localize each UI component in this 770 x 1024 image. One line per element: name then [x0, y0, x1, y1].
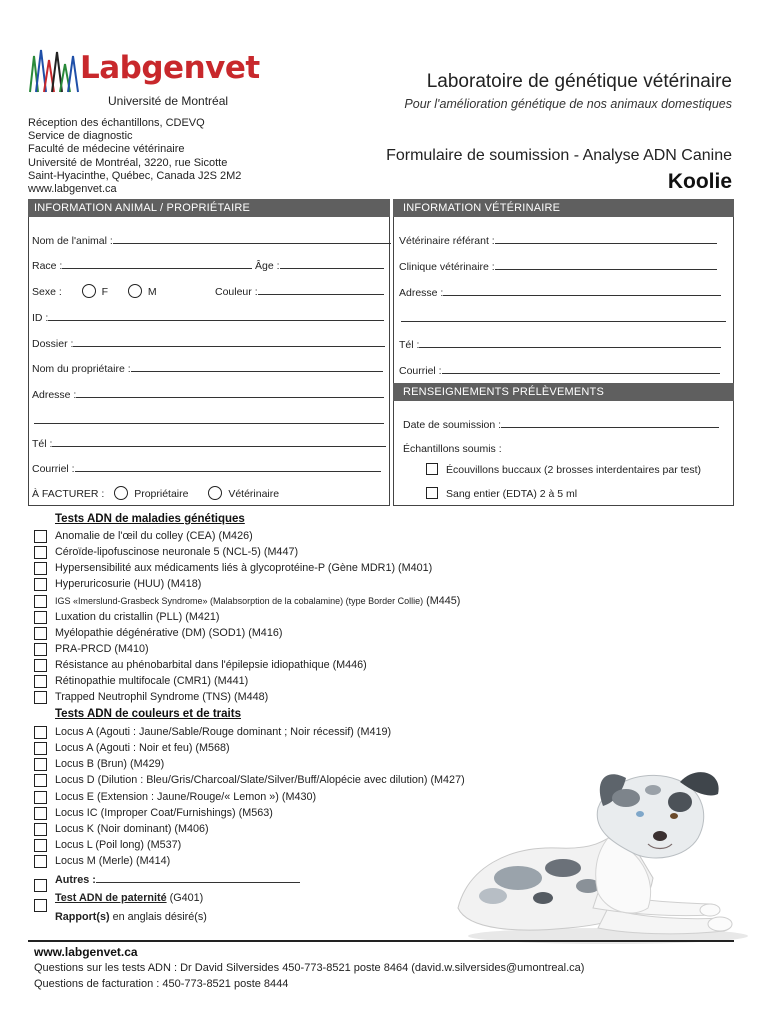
- report-suffix: en anglais désiré(s): [112, 911, 207, 923]
- bill-vet-label: Vétérinaire: [228, 488, 280, 500]
- owner-address-label: Adresse :: [32, 389, 77, 401]
- address-line: Réception des échantillons, CDEVQ: [28, 117, 205, 129]
- test-checkbox[interactable]: [34, 774, 47, 787]
- owner-name-field[interactable]: [32, 361, 383, 375]
- bill-owner-label: Propriétaire: [134, 488, 189, 500]
- owner-tel-input[interactable]: [52, 436, 386, 447]
- test-label: Locus L (Poil long) (M537): [55, 839, 182, 851]
- vet-tel-field[interactable]: [399, 337, 721, 351]
- color-field[interactable]: [215, 284, 384, 298]
- sex-m-radio[interactable]: [128, 284, 142, 298]
- footer-questions-billing: Questions de facturation : 450-773-8521 poste 8444: [34, 978, 289, 990]
- id-label: ID :: [32, 312, 49, 324]
- labgenvet-logo: [28, 46, 260, 110]
- dossier-label: Dossier :: [32, 338, 74, 350]
- test-checkbox[interactable]: [34, 855, 47, 868]
- race-input[interactable]: [62, 258, 252, 269]
- test-label: Anomalie de l'œil du colley (CEA) (M426): [55, 530, 253, 542]
- test-checkbox[interactable]: [34, 578, 47, 591]
- billing-field: [32, 486, 279, 500]
- test-checkbox[interactable]: [34, 675, 47, 688]
- breed-title: Koolie: [667, 170, 732, 193]
- test-label: Céroïde-lipofuscinose neuronale 5 (NCL-5) (M447): [55, 546, 299, 558]
- owner-tel-label: Tél :: [32, 438, 53, 450]
- blood-label: Sang entier (EDTA) 2 à 5 ml: [446, 488, 578, 500]
- vet-email-label: Courriel :: [399, 365, 442, 377]
- color-label: Couleur :: [215, 286, 258, 298]
- paternity-code: (G401): [169, 892, 204, 904]
- test-label: Locus E (Extension : Jaune/Rouge/« Lemon ») (M430): [55, 791, 317, 803]
- test-checkbox[interactable]: [34, 659, 47, 672]
- test-checkbox[interactable]: [34, 595, 47, 608]
- disease-tests-title: Tests ADN de maladies génétiques: [55, 513, 245, 525]
- owner-address-line2[interactable]: [34, 423, 384, 424]
- test-label: Locus D (Dilution : Bleu/Gris/Charcoal/Slate/Silver/Buff/Alopécie avec dilution) (M427): [55, 774, 465, 786]
- footer-divider: [28, 940, 734, 942]
- dossier-field[interactable]: [32, 336, 385, 350]
- age-input[interactable]: [280, 258, 384, 269]
- test-checkbox[interactable]: [34, 791, 47, 804]
- sex-f-radio[interactable]: [82, 284, 96, 298]
- logo-subtitle: Université de Montréal: [108, 94, 229, 108]
- vet-email-input[interactable]: [442, 363, 720, 374]
- dossier-input[interactable]: [73, 336, 385, 347]
- submission-date-label: Date de soumission :: [403, 419, 502, 431]
- vet-address-label: Adresse :: [399, 287, 444, 299]
- race-field[interactable]: [32, 258, 252, 272]
- dna-peaks-icon: [28, 46, 84, 96]
- bill-owner-radio[interactable]: [114, 486, 128, 500]
- test-checkbox[interactable]: [34, 726, 47, 739]
- other-input[interactable]: [96, 872, 300, 883]
- website-link[interactable]: www.labgenvet.ca: [28, 183, 117, 196]
- address-line: Saint-Hyacinthe, Québec, Canada J2S 2M2: [28, 169, 242, 182]
- test-checkbox[interactable]: [34, 758, 47, 771]
- test-checkbox[interactable]: [34, 562, 47, 575]
- test-checkbox[interactable]: [34, 643, 47, 656]
- submission-date-field[interactable]: [403, 417, 719, 431]
- test-checkbox[interactable]: [34, 807, 47, 820]
- test-label: Trapped Neutrophil Syndrome (TNS) (M448): [55, 691, 269, 703]
- race-label: Race :: [32, 260, 63, 272]
- address-line: Université de Montréal, 3220, rue Sicotte: [28, 156, 228, 169]
- test-label: Hyperuricosurie (HUU) (M418): [55, 578, 202, 590]
- sampling-header: RENSEIGNEMENTS PRÉLÈVEMENTS: [393, 383, 734, 401]
- id-input[interactable]: [48, 310, 384, 321]
- animal-owner-header: INFORMATION ANIMAL / PROPRIÉTAIRE: [28, 199, 390, 217]
- test-checkbox[interactable]: [34, 530, 47, 543]
- test-label: Locus IC (Improper Coat/Furnishings) (M563): [55, 807, 273, 819]
- animal-name-label: Nom de l'animal :: [32, 235, 113, 247]
- vet-referrer-input[interactable]: [495, 233, 717, 244]
- owner-address-input[interactable]: [76, 387, 384, 398]
- test-label: Hypersensibilité aux médicaments liés à glycoprotéine-P (Gène MDR1) (M401): [55, 562, 433, 574]
- clinic-field[interactable]: [399, 259, 717, 273]
- lab-title: Laboratoire de génétique vétérinaire: [426, 71, 732, 92]
- color-input[interactable]: [258, 284, 384, 295]
- vet-address-input[interactable]: [443, 285, 721, 296]
- blood-checkbox[interactable]: [426, 487, 438, 499]
- test-checkbox[interactable]: [34, 742, 47, 755]
- swab-option[interactable]: [426, 463, 701, 476]
- test-label: Rétinopathie multifocale (CMR1) (M441): [55, 675, 249, 687]
- address-line: Service de diagnostic: [28, 130, 133, 143]
- animal-name-field[interactable]: [32, 233, 391, 247]
- vet-referrer-label: Vétérinaire référant :: [399, 235, 495, 247]
- test-label-igs: IGS «Imerslund-Grasbeck Syndrome» (Malabsorption de la cobalamine) (type Border Collie): [55, 596, 424, 606]
- lab-address: [28, 117, 241, 196]
- logo-wordmark: Labgenvet: [80, 50, 260, 86]
- vet-header: INFORMATION VÉTÉRINAIRE: [393, 199, 734, 217]
- test-checkbox[interactable]: [34, 823, 47, 836]
- billing-label: À FACTURER :: [32, 488, 105, 500]
- vet-address-field[interactable]: [399, 285, 721, 299]
- test-label: PRA-PRCD (M410): [55, 643, 149, 655]
- vet-tel-label: Tél :: [399, 339, 420, 351]
- clinic-label: Clinique vétérinaire :: [399, 261, 495, 273]
- address-line: Faculté de médecine vétérinaire: [28, 143, 185, 156]
- footer-questions-tests: Questions sur les tests ADN : Dr David Silversides 450-773-8521 poste 8464 (david.w.silversides@umontreal.ca): [34, 962, 585, 974]
- vet-email-field[interactable]: [399, 363, 720, 377]
- swab-label: Écouvillons buccaux (2 brosses interdentaires par test): [446, 464, 702, 476]
- test-label: Locus K (Noir dominant) (M406): [55, 823, 209, 835]
- test-checkbox[interactable]: [34, 611, 47, 624]
- vet-address-line2[interactable]: [401, 321, 726, 322]
- vet-tel-input[interactable]: [419, 337, 721, 348]
- test-label: Locus A (Agouti : Jaune/Sable/Rouge dominant ; Noir récessif) (M419): [55, 726, 392, 738]
- paternity-label: Test ADN de paternité: [55, 892, 167, 904]
- sex-field: [32, 284, 157, 298]
- submission-date-input[interactable]: [501, 417, 719, 428]
- sex-m-label: M: [147, 286, 157, 298]
- vet-referrer-field[interactable]: [399, 233, 717, 247]
- color-tests-title: Tests ADN de couleurs et de traits: [55, 708, 241, 720]
- id-field[interactable]: [32, 310, 384, 324]
- form-title: Formulaire de soumission - Analyse ADN Canine: [386, 147, 732, 164]
- test-label: Locus B (Brun) (M429): [55, 758, 165, 770]
- merle-dog-illustration: [448, 768, 748, 946]
- owner-email-label: Courriel :: [32, 463, 75, 475]
- test-checkbox[interactable]: [34, 627, 47, 640]
- owner-email-field[interactable]: [32, 461, 381, 475]
- other-checkbox[interactable]: [34, 879, 47, 892]
- footer-website-link[interactable]: www.labgenvet.ca: [34, 945, 138, 959]
- lab-tagline: Pour l'amélioration génétique de nos animaux domestiques: [404, 97, 732, 111]
- bill-vet-radio[interactable]: [208, 486, 222, 500]
- clinic-input[interactable]: [495, 259, 717, 270]
- test-label: Myélopathie dégénérative (DM) (SOD1) (M416): [55, 627, 283, 639]
- test-code-igs: (M445): [426, 595, 461, 607]
- animal-name-input[interactable]: [113, 233, 391, 244]
- test-label: Résistance au phénobarbital dans l'épilepsie idiopathique (M446): [55, 659, 367, 671]
- other-label: Autres :: [55, 874, 96, 886]
- owner-email-input[interactable]: [75, 461, 381, 472]
- owner-name-input[interactable]: [131, 361, 383, 372]
- blood-option[interactable]: [426, 487, 577, 500]
- sex-f-label: F: [101, 286, 109, 298]
- sex-label: Sexe :: [32, 286, 62, 298]
- paternity-checkbox[interactable]: [34, 899, 47, 912]
- samples-label: Échantillons soumis :: [403, 443, 502, 455]
- swab-checkbox[interactable]: [426, 463, 438, 475]
- test-label: Locus A (Agouti : Noir et feu) (M568): [55, 742, 230, 754]
- test-label: Locus M (Merle) (M414): [55, 855, 171, 867]
- test-label: Luxation du cristallin (PLL) (M421): [55, 611, 220, 623]
- test-checkbox[interactable]: [34, 839, 47, 852]
- owner-tel-field[interactable]: [32, 436, 386, 450]
- age-label: Âge :: [255, 260, 280, 272]
- age-field[interactable]: [255, 258, 384, 272]
- test-checkbox[interactable]: [34, 691, 47, 704]
- test-checkbox[interactable]: [34, 546, 47, 559]
- report-label: Rapport(s): [55, 911, 110, 923]
- owner-address-field[interactable]: [32, 387, 384, 401]
- owner-name-label: Nom du propriétaire :: [32, 363, 131, 375]
